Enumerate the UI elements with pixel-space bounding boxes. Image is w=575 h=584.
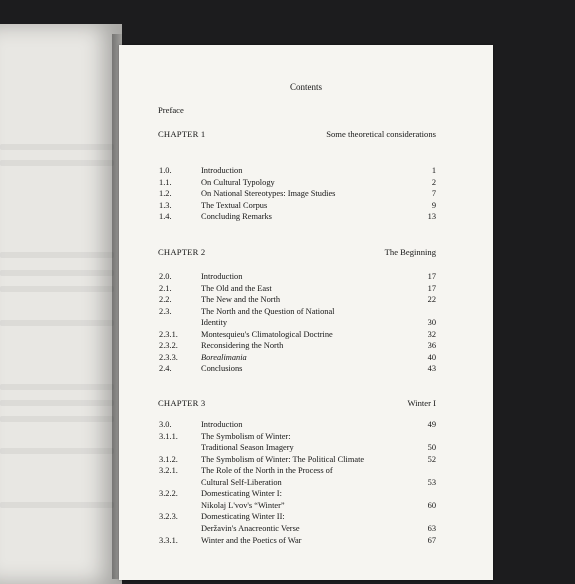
page-number: 67 <box>427 535 436 545</box>
section-number: 3.0. <box>159 420 172 429</box>
page-number: 60 <box>427 500 436 510</box>
page-number: 36 <box>427 341 436 351</box>
bleed-through-line <box>0 400 114 406</box>
chapter-label: CHAPTER 3 <box>158 398 206 408</box>
page-number: 32 <box>427 329 436 339</box>
section-title: Montesquieu's Climatological Doctrine <box>201 329 333 339</box>
section-title: Introduction <box>201 272 243 281</box>
left-page <box>0 24 122 584</box>
section-title: Borealimania <box>201 352 247 362</box>
toc-entry <box>159 165 436 177</box>
page-number: 53 <box>427 477 436 487</box>
section-number: 2.0. <box>159 272 172 281</box>
chapter-title: Some theoretical considerations <box>326 129 436 139</box>
section-title: Nikolaj L'vov's “Winter” <box>201 500 285 510</box>
section-number: 3.3.1. <box>159 535 178 545</box>
section-number: 1.4. <box>159 212 172 222</box>
section-number: 2.2. <box>159 295 172 305</box>
toc-entry <box>159 317 436 329</box>
toc-entry <box>159 431 436 443</box>
preface-entry: Preface <box>158 105 184 115</box>
section-number: 1.0. <box>159 166 172 175</box>
toc-entry <box>159 511 436 523</box>
toc-entry <box>159 352 436 364</box>
section-title: The Role of the North in the Process of <box>201 466 333 476</box>
section-number: 1.1. <box>159 177 172 187</box>
section-number: 2.3. <box>159 306 172 316</box>
section-title: Concluding Remarks <box>201 212 272 222</box>
toc-entry <box>159 294 436 306</box>
section-title: The New and the North <box>201 295 281 305</box>
section-number: 2.3.3. <box>159 352 178 362</box>
section-title: Identity <box>201 318 228 328</box>
section-number: 1.3. <box>159 200 172 210</box>
section-title: Introduction <box>201 420 243 429</box>
page-title: Contents <box>289 82 322 92</box>
section-title: The Symbolism of Winter: <box>201 431 291 441</box>
toc-entry <box>159 535 436 547</box>
bleed-through-line <box>0 286 114 292</box>
section-title: On Cultural Typology <box>201 177 275 187</box>
section-title: Reconsidering the North <box>201 341 284 351</box>
section-number: 3.1.1. <box>159 431 178 441</box>
section-title: On National Stereotypes: Image Studies <box>201 189 336 199</box>
toc-entry <box>159 306 436 318</box>
bleed-through-line <box>0 252 114 258</box>
section-number: 3.2.3. <box>159 512 178 522</box>
toc-entry <box>159 500 436 512</box>
page-number: 2 <box>431 177 436 187</box>
bleed-through-line <box>0 416 114 422</box>
page-number: 43 <box>427 364 436 374</box>
page-number: 49 <box>427 420 436 429</box>
section-number: 2.4. <box>159 364 172 374</box>
page-number: 1 <box>431 166 436 175</box>
toc-entry <box>159 211 436 223</box>
toc-entry <box>159 188 436 200</box>
section-number: 3.1.2. <box>159 454 178 464</box>
bleed-through-line <box>0 270 114 276</box>
toc-entry <box>159 488 436 500</box>
toc-entry <box>159 465 436 477</box>
page-number: 52 <box>427 454 436 464</box>
section-number: 2.3.2. <box>159 341 178 351</box>
contents-page <box>119 45 493 580</box>
toc-entry <box>159 340 436 352</box>
toc-entry <box>159 442 436 454</box>
page-number: 40 <box>427 352 436 362</box>
page-number: 13 <box>427 212 436 222</box>
toc-entry <box>159 363 436 375</box>
bleed-through-line <box>0 144 114 150</box>
toc-entry <box>159 454 436 466</box>
bleed-through-line <box>0 160 114 166</box>
section-title: Domesticating Winter II: <box>201 512 285 522</box>
section-title: The Old and the East <box>201 283 272 293</box>
toc-entry <box>159 329 436 341</box>
toc-entry <box>159 477 436 489</box>
section-title: The Textual Corpus <box>201 200 268 210</box>
chapter-title: The Beginning <box>384 247 436 257</box>
chapter-label: CHAPTER 2 <box>158 247 206 257</box>
toc-entry <box>159 271 436 283</box>
section-title: The North and the Question of National <box>201 306 335 316</box>
page-number: 30 <box>427 318 436 328</box>
bleed-through-line <box>0 384 114 390</box>
section-title: Traditional Season Imagery <box>201 443 294 453</box>
toc-entry <box>159 283 436 295</box>
toc-entry <box>159 177 436 189</box>
section-title: Deržavin's Anacreontic Verse <box>201 523 300 533</box>
bleed-through-line <box>0 502 114 508</box>
page-number: 50 <box>427 443 436 453</box>
section-number: 3.2.1. <box>159 466 178 476</box>
section-title: Domesticating Winter I: <box>201 489 282 499</box>
section-title: The Symbolism of Winter: The Political Climate <box>201 454 365 464</box>
chapter-label: CHAPTER 1 <box>158 129 206 139</box>
page-number: 7 <box>431 189 436 199</box>
section-number: 3.2.2. <box>159 489 178 499</box>
section-title: Conclusions <box>201 364 243 374</box>
page-number: 22 <box>427 295 436 305</box>
section-title: Cultural Self-Liberation <box>201 477 282 487</box>
toc-entry <box>159 200 436 212</box>
section-number: 2.1. <box>159 283 172 293</box>
section-number: 1.2. <box>159 189 172 199</box>
section-title: Introduction <box>201 166 243 175</box>
chapter-title: Winter I <box>407 398 436 408</box>
page-number: 17 <box>427 283 436 293</box>
bleed-through-line <box>0 448 114 454</box>
page-number: 63 <box>427 523 436 533</box>
section-number: 2.3.1. <box>159 329 178 339</box>
bleed-through-line <box>0 320 114 326</box>
page-number: 17 <box>427 272 436 281</box>
section-title: Winter and the Poetics of War <box>201 535 302 545</box>
toc-entry <box>159 523 436 535</box>
page-number: 9 <box>431 200 436 210</box>
toc-entry <box>159 419 436 431</box>
